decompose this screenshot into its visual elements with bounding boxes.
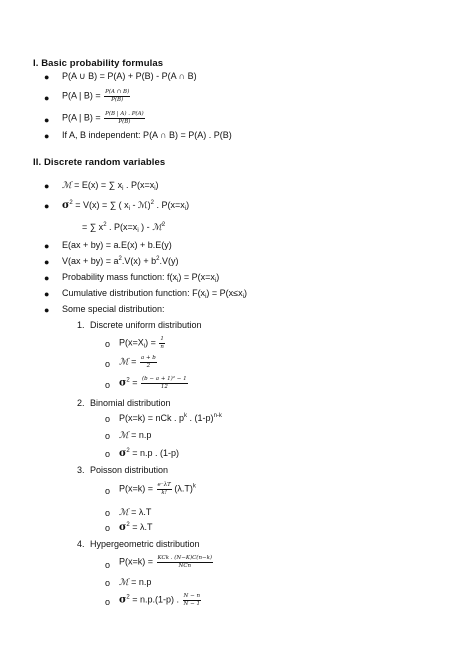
sub-bullet: o bbox=[105, 523, 111, 533]
hypergeometric-mean: ℳ = n.p bbox=[119, 577, 152, 588]
dist-number: 3. bbox=[77, 465, 85, 475]
sub-bullet: o bbox=[105, 597, 111, 607]
bullet: ● bbox=[44, 289, 50, 299]
dist-name-hypergeometric: Hypergeometric distribution bbox=[90, 539, 200, 549]
variance-alt-formula: = ∑ $x^2$ . $P(x=x_i$ ) - ℳ$^2$ bbox=[82, 222, 166, 234]
bullet: ● bbox=[44, 131, 50, 141]
fraction: $\frac{1}{n}$ bbox=[160, 336, 164, 350]
variance-formula: $\sigma^2 = V(x)$ = ∑ ( $x_i$ - ℳ)$^2$ . $P(x=x_i)$ bbox=[62, 200, 190, 212]
dist-number: 2. bbox=[77, 398, 85, 408]
hypergeometric-pmf: P(x=k) = $\frac{\text{KCk . (N−K)C(n−k)}}{\text{NCn}}$ bbox=[119, 555, 213, 569]
fraction: $\frac{P(A \cap B)}{P(B)}$ bbox=[105, 89, 130, 103]
fraction: $\frac{\text{KCk . (N−K)C(n−k)}}{\text{NCn}}$ bbox=[157, 555, 213, 569]
bullet: ● bbox=[44, 115, 50, 125]
fraction: $\frac{N - n}{N - 1}$ bbox=[183, 593, 200, 607]
dist-number: 4. bbox=[77, 539, 85, 549]
bullet: ● bbox=[44, 201, 50, 211]
cdf-formula: Cumulative distribution function: $F(x_i) = P(x\le x_i)$ bbox=[62, 288, 247, 300]
sub-bullet: o bbox=[105, 414, 111, 424]
conditional-formula: P(A | B) = $\frac{P(A \cap B)}{P(B)}$ bbox=[62, 89, 130, 103]
bullet: ● bbox=[44, 257, 50, 267]
fraction: $\frac{P(B | A) . P(A)}{P(B)}$ bbox=[105, 111, 144, 125]
section-2-title: II. Discrete random variables bbox=[33, 157, 166, 168]
binomial-mean: ℳ = n.p bbox=[119, 430, 152, 441]
bullet: ● bbox=[44, 305, 50, 315]
mean-formula: ℳ = E(x) = ∑ $x_i$ . $P(x=x_i)$ bbox=[62, 180, 159, 192]
sub-bullet: o bbox=[105, 359, 111, 369]
binomial-variance: $\sigma^2 = n.p$ . (1-p) bbox=[119, 448, 180, 459]
dist-name-binomial: Binomial distribution bbox=[90, 398, 171, 408]
sub-bullet: o bbox=[105, 431, 111, 441]
bullet: ● bbox=[44, 241, 50, 251]
poisson-variance: $\sigma^2 = \lambda.T$ bbox=[119, 522, 153, 533]
uniform-pmf: $P(x=X_i)$ = $\frac{1}{n}$ bbox=[119, 336, 164, 350]
pmf-formula: Probability mass function: $f(x_i) = P(x=x_i)$ bbox=[62, 272, 220, 284]
bayes-formula: P(A | B) = $\frac{P(B | A) . P(A)}{P(B)}$ bbox=[62, 111, 144, 125]
sub-bullet: o bbox=[105, 560, 111, 570]
union-formula: P(A ∪ B) = P(A) + P(B) - P(A ∩ B) bbox=[62, 71, 197, 81]
bullet: ● bbox=[44, 273, 50, 283]
bullet: ● bbox=[44, 181, 50, 191]
dist-name-uniform: Discrete uniform distribution bbox=[90, 320, 202, 330]
sub-bullet: o bbox=[105, 486, 111, 496]
special-distribution-label: Some special distribution: bbox=[62, 304, 165, 314]
sub-bullet: o bbox=[105, 578, 111, 588]
dist-name-poisson: Poisson distribution bbox=[90, 465, 169, 475]
sub-bullet: o bbox=[105, 380, 111, 390]
bullet: ● bbox=[44, 93, 50, 103]
poisson-pmf: P(x=k) = $\frac{e^-\lambda T}{k!}$ $(\lambda.T)^k$ bbox=[119, 482, 196, 496]
dist-number: 1. bbox=[77, 320, 85, 330]
sub-bullet: o bbox=[105, 339, 111, 349]
fraction: $\frac{\text{(b − a + 1)² − 1}}{12}$ bbox=[142, 376, 187, 390]
sub-bullet: o bbox=[105, 508, 111, 518]
poisson-mean: ℳ = λ.T bbox=[119, 507, 152, 518]
variance-linearity: $V(ax + by) = a^2.V(x) + b^2.V(y)$ bbox=[62, 256, 179, 266]
uniform-variance: $\sigma^2$ = $\frac{\text{(b − a + 1)² − 1}}{12}$ bbox=[119, 376, 187, 390]
sub-bullet: o bbox=[105, 449, 111, 459]
independence-formula: If A, B independent: P(A ∩ B) = P(A) . P(B) bbox=[62, 130, 232, 140]
hypergeometric-variance: $\sigma^2 = n.p.(1-p)$ . $\frac{N - n}{N - 1}$ bbox=[119, 593, 200, 607]
section-1-title: I. Basic probability formulas bbox=[33, 58, 164, 69]
expectation-linearity: E(ax + by) = a.E(x) + b.E(y) bbox=[62, 240, 172, 250]
bullet: ● bbox=[44, 72, 50, 82]
fraction: $\frac{a + b}{2}$ bbox=[140, 355, 156, 369]
uniform-mean: ℳ = $\frac{a + b}{2}$ bbox=[119, 355, 156, 369]
fraction: $\frac{e^-\lambda T}{k!}$ bbox=[157, 482, 171, 496]
binomial-pmf: P(x=k) = nCk . $p^k$ . $(1-p)^{n-k}$ bbox=[119, 413, 222, 423]
